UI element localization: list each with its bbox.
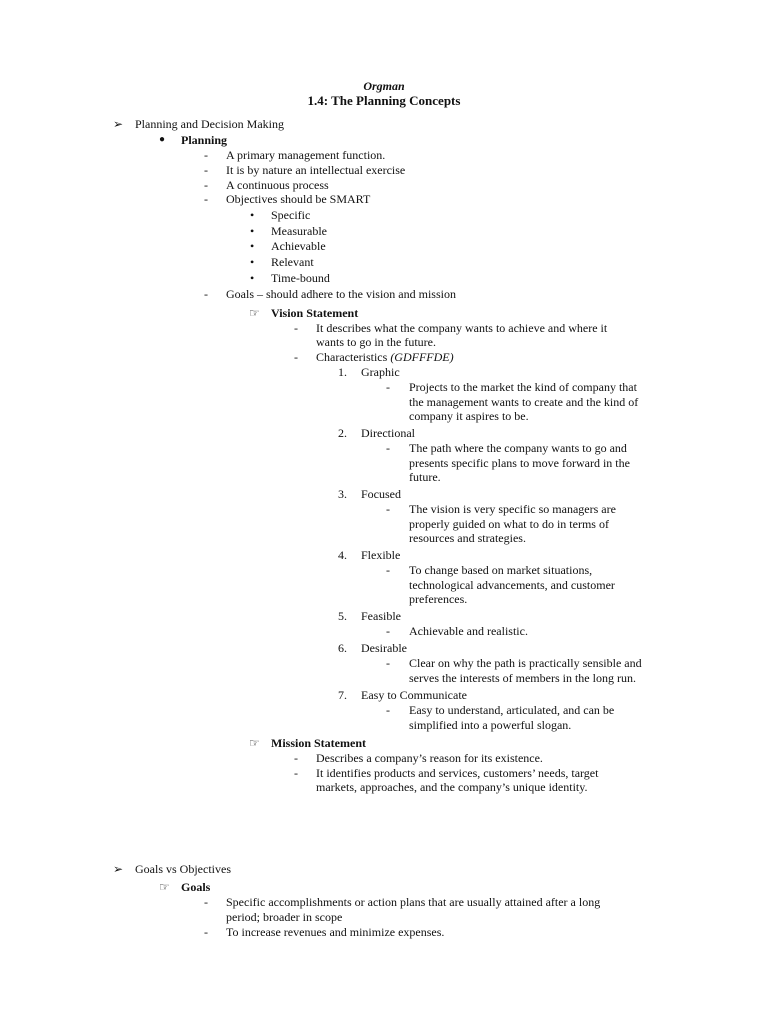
characteristic-detail: future. [409, 470, 441, 484]
characteristic-detail: company it aspires to be. [409, 409, 529, 423]
dash-bullet-icon: - [294, 350, 298, 364]
subsection-label: Vision Statement [271, 306, 359, 320]
list-item: period; broader in scope [226, 910, 343, 924]
subsection-label: Planning [181, 133, 228, 147]
characteristic-detail: properly guided on what to do in terms of [409, 516, 609, 531]
characteristic-detail: resources and strategies. [409, 531, 526, 545]
list-item: Specific accomplishments or action plans that are usually attained after a long [226, 895, 601, 909]
list-item: Time-bound [271, 271, 330, 285]
dash-bullet-icon: - [204, 148, 208, 162]
list-item: It describes what the company wants to achieve and where it [316, 321, 608, 335]
list-item: Characteristics (GDFFFDE) [316, 350, 454, 364]
list-number: 5. [338, 609, 347, 623]
list-item: Achievable [271, 239, 326, 253]
dot-bullet-icon: • [250, 271, 255, 285]
list-item: Measurable [271, 224, 327, 238]
subsection-label: Goals [181, 880, 211, 894]
characteristic-detail: preferences. [409, 592, 468, 606]
characteristic-detail: Easy to understand, articulated, and can be [409, 703, 615, 717]
list-item: A primary management function. [226, 148, 386, 162]
list-number: 3. [338, 487, 347, 501]
dash-bullet-icon: - [294, 751, 298, 765]
characteristic-detail: simplified into a powerful slogan. [409, 717, 572, 732]
dot-bullet-icon: • [250, 224, 255, 238]
dash-bullet-icon: - [204, 895, 208, 909]
dash-bullet-icon: - [204, 925, 208, 939]
dot-bullet-icon: • [250, 255, 255, 269]
list-item: Relevant [271, 255, 314, 269]
list-item: wants to go in the future. [316, 335, 436, 349]
characteristic-detail: Achievable and realistic. [409, 624, 528, 638]
dot-bullet-icon: • [250, 239, 255, 253]
dot-bullet-icon: • [250, 208, 255, 222]
dash-bullet-icon: - [386, 563, 390, 577]
characteristic-name: Desirable [361, 641, 407, 655]
characteristic-name: Easy to Communicate [361, 688, 467, 702]
list-item: It is by nature an intellectual exercise [226, 163, 406, 177]
course-name: Orgman [363, 79, 405, 93]
characteristic-detail: serves the interests of members in the long run. [409, 670, 636, 685]
characteristic-name: Directional [361, 426, 415, 440]
dash-bullet-icon: - [386, 502, 390, 516]
list-item: It identifies products and services, customers’ needs, target [316, 766, 599, 780]
characteristic-name: Feasible [361, 609, 401, 623]
dash-bullet-icon: - [294, 766, 298, 780]
dash-bullet-icon: - [204, 178, 208, 192]
characteristic-detail: The vision is very specific so managers are [409, 502, 616, 516]
dash-bullet-icon: - [386, 441, 390, 455]
section-heading: Goals vs Objectives [135, 862, 231, 876]
pointing-hand-icon: ☞ [249, 306, 260, 320]
pointing-hand-icon: ☞ [249, 736, 260, 750]
characteristic-detail: The path where the company wants to go and [409, 441, 627, 455]
list-item: markets, approaches, and the company’s unique identity. [316, 780, 588, 794]
list-item: Goals – should adhere to the vision and mission [226, 287, 456, 301]
list-item: Describes a company’s reason for its existence. [316, 751, 543, 765]
characteristic-detail: technological advancements, and customer [409, 577, 615, 592]
characteristic-name: Focused [361, 487, 401, 501]
list-number: 2. [338, 426, 347, 440]
section-heading: Planning and Decision Making [135, 117, 284, 131]
dash-bullet-icon: - [204, 163, 208, 177]
characteristic-detail: the management wants to create and the kind of [409, 394, 639, 409]
dash-bullet-icon: - [204, 192, 208, 206]
list-number: 1. [338, 365, 347, 379]
dash-bullet-icon: - [294, 321, 298, 335]
list-number: 7. [338, 688, 347, 702]
list-item: Objectives should be SMART [226, 192, 371, 206]
list-item: A continuous process [226, 178, 329, 192]
list-item: Specific [271, 208, 311, 222]
subsection-label: Mission Statement [271, 736, 366, 750]
characteristic-detail: presents specific plans to move forward in the [409, 455, 630, 470]
characteristic-name: Graphic [361, 365, 400, 379]
arrow-bullet-icon: ➢ [113, 117, 124, 131]
list-item: To increase revenues and minimize expenses. [226, 925, 445, 939]
list-number: 4. [338, 548, 347, 562]
characteristic-name: Flexible [361, 548, 401, 562]
characteristic-detail: To change based on market situations, [409, 563, 593, 577]
characteristic-detail: Projects to the market the kind of company that [409, 380, 637, 394]
pointing-hand-icon: ☞ [159, 880, 170, 894]
arrow-bullet-icon: ➢ [113, 862, 124, 876]
dash-bullet-icon: - [204, 287, 208, 301]
dash-bullet-icon: - [386, 656, 390, 670]
dash-bullet-icon: - [386, 703, 390, 717]
list-number: 6. [338, 641, 347, 655]
page-title: 1.4: The Planning Concepts [307, 93, 461, 108]
dash-bullet-icon: - [386, 380, 390, 394]
characteristic-detail: Clear on why the path is practically sensible and [409, 656, 642, 670]
characteristics-code: (GDFFFDE) [390, 350, 454, 364]
dash-bullet-icon: - [386, 624, 390, 638]
round-bullet-icon: ● [159, 134, 166, 145]
